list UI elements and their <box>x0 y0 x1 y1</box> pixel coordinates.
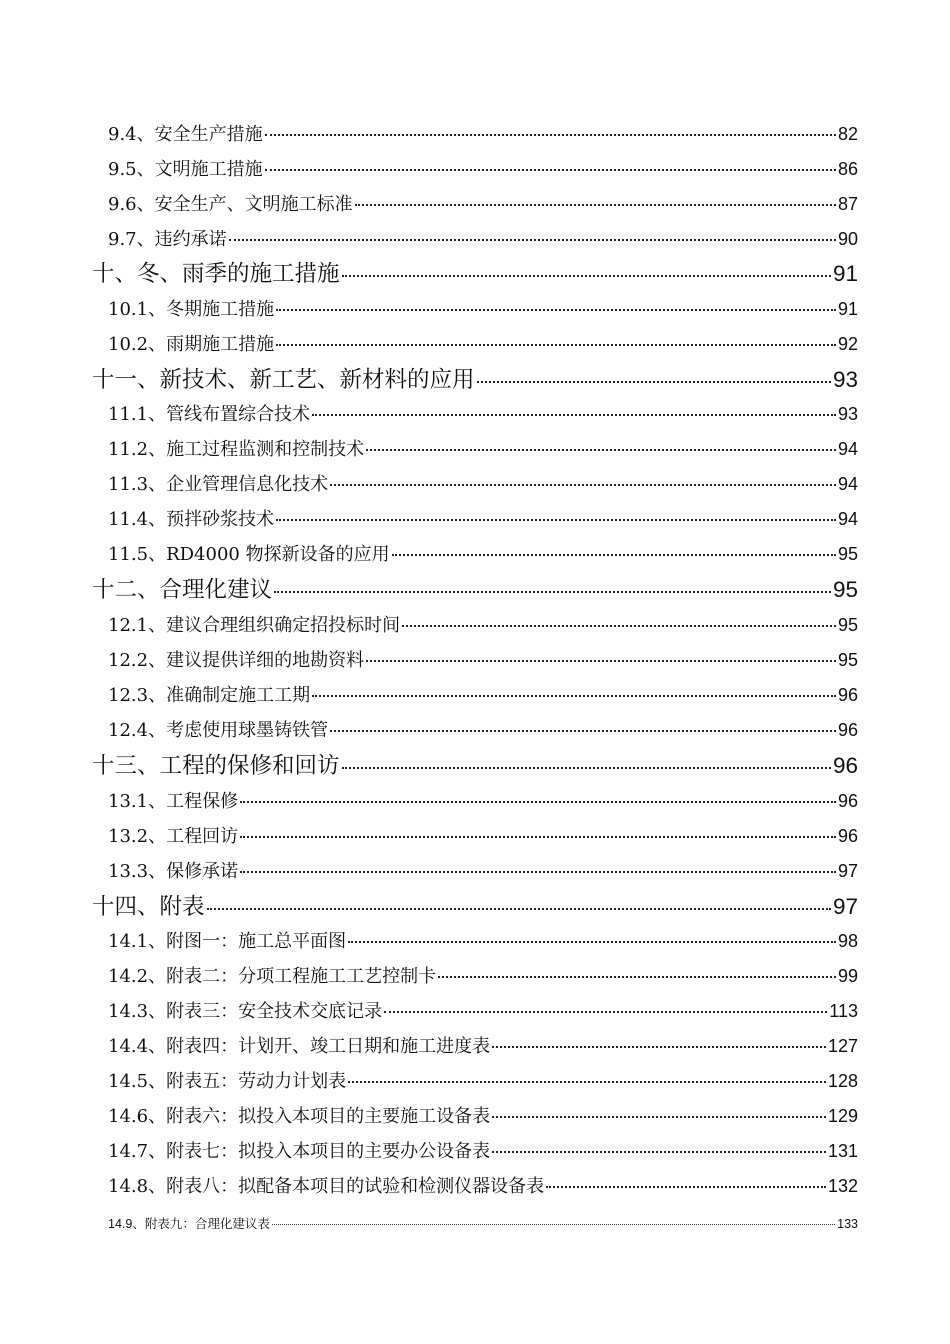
toc-chapter-title: 十一、新技术、新工艺、新材料的应用 <box>92 367 475 393</box>
toc-entry-page: 95 <box>837 615 858 635</box>
dot-leader <box>348 1081 826 1083</box>
toc-entry[interactable] <box>108 435 858 463</box>
dot-leader <box>240 801 836 803</box>
toc-entry-title: 14.4、附表四：计划开、竣工日期和施工进度表 <box>108 1036 491 1057</box>
toc-entry-title: 11.5、RD4000 物探新设备的应用 <box>108 544 390 565</box>
dot-leader <box>477 381 831 383</box>
toc-entry-page: 96 <box>837 720 858 740</box>
toc-chapter-title: 十、冬、雨季的施工措施 <box>92 261 340 287</box>
toc-entry[interactable] <box>108 1067 858 1095</box>
dot-leader <box>240 836 836 838</box>
toc-entry-title: 13.1、工程保修 <box>108 791 239 812</box>
toc-entry-page: 96 <box>837 826 858 846</box>
dot-leader <box>312 414 836 416</box>
toc-entry-page: 129 <box>827 1106 858 1126</box>
toc-entry-page: 113 <box>829 1001 858 1021</box>
dot-leader <box>366 660 836 662</box>
toc-chapter-page: 95 <box>832 577 858 602</box>
dot-leader <box>348 941 836 943</box>
toc-entry-title: 12.1、建议合理组织确定招投标时间 <box>108 615 401 636</box>
toc-entry[interactable] <box>108 1102 858 1130</box>
toc-entry[interactable] <box>108 997 858 1025</box>
dot-leader <box>330 730 836 732</box>
toc-entry-title: 9.6、安全生产、文明施工标准 <box>108 194 353 215</box>
toc-entry-title: 12.4、考虑使用球墨铸铁管 <box>108 720 329 741</box>
toc-entry-title: 9.4、安全生产措施 <box>108 124 263 145</box>
toc-entry-title: 13.3、保修承诺 <box>108 861 239 882</box>
toc-entry[interactable] <box>108 822 858 850</box>
toc-entry-page: 128 <box>827 1071 858 1091</box>
toc-entry-title: 11.2、施工过程监测和控制技术 <box>108 439 365 460</box>
toc-entry-page: 131 <box>827 1141 858 1161</box>
toc-entry-title: 14.6、附表六：拟投入本项目的主要施工设备表 <box>108 1106 491 1127</box>
dot-leader <box>342 275 831 277</box>
toc-chapter-page: 93 <box>832 367 858 392</box>
toc-chapter-page: 96 <box>832 753 858 778</box>
toc-entry-title: 11.1、管线布置综合技术 <box>108 404 311 425</box>
toc-entry[interactable] <box>108 540 858 568</box>
toc-entry-page: 98 <box>837 931 858 951</box>
toc-entry-title: 10.1、冬期施工措施 <box>108 299 275 320</box>
toc-entry[interactable] <box>108 1172 858 1200</box>
toc-entry-page: 95 <box>837 544 858 564</box>
toc-chapter-page: 91 <box>832 261 858 286</box>
toc-entry-page: 96 <box>837 791 858 811</box>
toc-entry[interactable] <box>108 295 858 323</box>
toc-entry[interactable] <box>108 927 858 955</box>
toc-chapter[interactable] <box>92 748 858 780</box>
toc-entry[interactable] <box>108 716 858 744</box>
toc-entry-page: 94 <box>837 439 858 459</box>
dot-leader <box>492 1046 826 1048</box>
toc-entry-title: 14.1、附图一：施工总平面图 <box>108 931 347 952</box>
dot-leader <box>229 239 836 241</box>
dot-leader <box>274 591 831 593</box>
toc-chapter-title: 十四、附表 <box>92 894 205 920</box>
toc-entry-title: 11.4、预拌砂浆技术 <box>108 509 275 530</box>
dot-leader <box>355 204 836 206</box>
toc-entry[interactable] <box>108 225 858 253</box>
dot-leader <box>402 625 836 627</box>
toc-entry-title: 11.3、企业管理信息化技术 <box>108 474 329 495</box>
toc-entry[interactable] <box>108 400 858 428</box>
toc-entry[interactable] <box>108 120 858 148</box>
toc-entry-title: 9.7、违约承诺 <box>108 229 227 250</box>
dot-leader <box>265 134 836 136</box>
toc-entry-page: 91 <box>837 299 858 319</box>
toc-entry-page: 96 <box>837 685 858 705</box>
dot-leader <box>342 767 831 769</box>
toc-entry-title: 14.3、附表三：安全技术交底记录 <box>108 1001 383 1022</box>
dot-leader <box>265 169 836 171</box>
toc-entry-title: 12.2、建议提供详细的地勘资料 <box>108 650 365 671</box>
toc-entry-title: 14.8、附表八：拟配备本项目的试验和检测仪器设备表 <box>108 1176 545 1197</box>
toc-entry[interactable] <box>108 155 858 183</box>
toc-entry-page: 95 <box>837 650 858 670</box>
dot-leader <box>276 519 836 521</box>
dot-leader <box>492 1151 826 1153</box>
toc-entry[interactable] <box>108 787 858 815</box>
dot-leader <box>272 1224 835 1225</box>
dot-leader <box>276 309 836 311</box>
toc-entry-page: 93 <box>837 404 858 424</box>
toc-chapter[interactable] <box>92 256 858 288</box>
dot-leader <box>492 1116 826 1118</box>
toc-entry-page: 99 <box>837 966 858 986</box>
toc-entry[interactable] <box>108 1214 858 1232</box>
toc-entry-page: 82 <box>837 124 858 144</box>
toc-entry[interactable] <box>108 330 858 358</box>
toc-entry[interactable] <box>108 470 858 498</box>
toc-entry-page: 86 <box>837 159 858 179</box>
dot-leader <box>366 449 836 451</box>
toc-entry[interactable] <box>108 962 858 990</box>
toc-entry-page: 92 <box>837 334 858 354</box>
dot-leader <box>312 695 836 697</box>
toc-chapter-title: 十二、合理化建议 <box>92 577 273 603</box>
toc-chapter[interactable] <box>92 889 858 921</box>
toc-entry[interactable] <box>108 681 858 709</box>
toc-entry-page: 90 <box>837 229 858 249</box>
dot-leader <box>392 554 836 556</box>
toc-entry[interactable] <box>108 1032 858 1060</box>
toc-entry-page: 94 <box>837 509 858 529</box>
toc-entry-title: 9.5、文明施工措施 <box>108 159 263 180</box>
dot-leader <box>546 1186 826 1188</box>
toc-entry-title: 13.2、工程回访 <box>108 826 239 847</box>
toc-entry-page: 97 <box>837 861 858 881</box>
toc-entry[interactable] <box>108 611 858 639</box>
toc-entry-title: 14.9、附表九：合理化建议表 <box>108 1217 270 1231</box>
toc-entry-page: 127 <box>827 1036 858 1056</box>
toc-chapter-title: 十三、工程的保修和回访 <box>92 753 340 779</box>
dot-leader <box>240 871 836 873</box>
toc-entry-page: 133 <box>837 1217 858 1231</box>
dot-leader <box>330 484 836 486</box>
toc-entry-page: 87 <box>837 194 858 214</box>
toc-entry[interactable] <box>108 857 858 885</box>
toc-entry[interactable] <box>108 190 858 218</box>
toc-entry[interactable] <box>108 1137 858 1165</box>
toc-entry-title: 14.7、附表七：拟投入本项目的主要办公设备表 <box>108 1141 491 1162</box>
toc-chapter[interactable] <box>92 362 858 394</box>
toc-entry[interactable] <box>108 646 858 674</box>
dot-leader <box>207 908 831 910</box>
dot-leader <box>384 1011 827 1013</box>
dot-leader <box>276 344 836 346</box>
toc-chapter[interactable] <box>92 572 858 604</box>
toc-entry-title: 14.2、附表二：分项工程施工工艺控制卡 <box>108 966 437 987</box>
toc-entry-page: 132 <box>827 1176 858 1196</box>
toc-entry-title: 14.5、附表五：劳动力计划表 <box>108 1071 347 1092</box>
dot-leader <box>438 976 836 978</box>
toc-entry[interactable] <box>108 505 858 533</box>
toc-entry-title: 10.2、雨期施工措施 <box>108 334 275 355</box>
toc-chapter-page: 97 <box>832 894 858 919</box>
toc-entry-page: 94 <box>837 474 858 494</box>
toc-entry-title: 12.3、准确制定施工工期 <box>108 685 311 706</box>
